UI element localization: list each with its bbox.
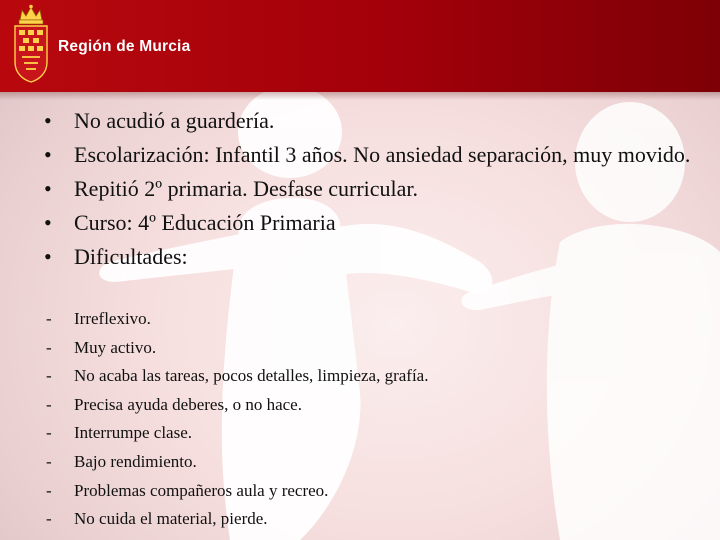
dash-marker: - [46, 337, 52, 357]
bullet-item [44, 140, 704, 169]
header-shadow [0, 92, 720, 100]
dash-marker: - [46, 480, 52, 500]
dash-marker: - [46, 423, 52, 443]
difficulty-text: Precisa ayuda deberes, o no hace. [74, 394, 302, 414]
brand-name: Región de Murcia [58, 38, 191, 55]
bullet-item [44, 208, 704, 237]
main-bullet-list [44, 106, 704, 276]
difficulty-item [44, 477, 704, 506]
bullet-item [44, 106, 704, 135]
bullet-marker: • [44, 176, 52, 201]
dash-marker: - [46, 309, 52, 328]
difficulty-text: Bajo rendimiento. [74, 451, 197, 471]
bullet-marker: • [44, 210, 52, 235]
bullet-text: Repitió 2º primaria. Desfase curricular. [74, 176, 419, 201]
dash-marker: - [46, 509, 52, 529]
bullet-marker: • [44, 244, 52, 269]
bullet-marker: • [44, 108, 52, 133]
difficulty-text: Irreflexivo. [74, 309, 151, 328]
dash-marker: - [46, 366, 52, 386]
difficulty-item [44, 448, 704, 477]
header-bar [0, 0, 720, 92]
difficulty-item [44, 334, 704, 363]
difficulty-text: Problemas compañeros aula y recreo. [74, 480, 329, 500]
difficulty-item [44, 391, 704, 420]
difficulty-item [44, 505, 704, 534]
dash-marker: - [46, 451, 52, 471]
bullet-text: Dificultades: [74, 244, 188, 269]
difficulty-item [44, 362, 704, 391]
difficulty-text: Interrumpe clase. [74, 423, 192, 443]
bullet-text: Curso: 4º Educación Primaria [74, 210, 336, 235]
difficulty-text: No cuida el material, pierde. [74, 509, 268, 529]
bullet-marker: • [44, 142, 52, 167]
dash-marker: - [46, 394, 52, 414]
bullet-text: No acudió a guardería. [74, 108, 275, 133]
difficulty-item [44, 305, 704, 334]
difficulties-list [44, 305, 704, 534]
bullet-text: Escolarización: Infantil 3 años. No ansiedad separación, muy movido. [74, 142, 691, 167]
difficulty-item [44, 419, 704, 448]
region-crest-icon [8, 4, 54, 84]
difficulty-text: No acaba las tareas, pocos detalles, limpieza, grafía. [74, 366, 429, 386]
bullet-item [44, 174, 704, 203]
difficulty-text: Muy activo. [74, 337, 157, 357]
bullet-item [44, 242, 704, 271]
